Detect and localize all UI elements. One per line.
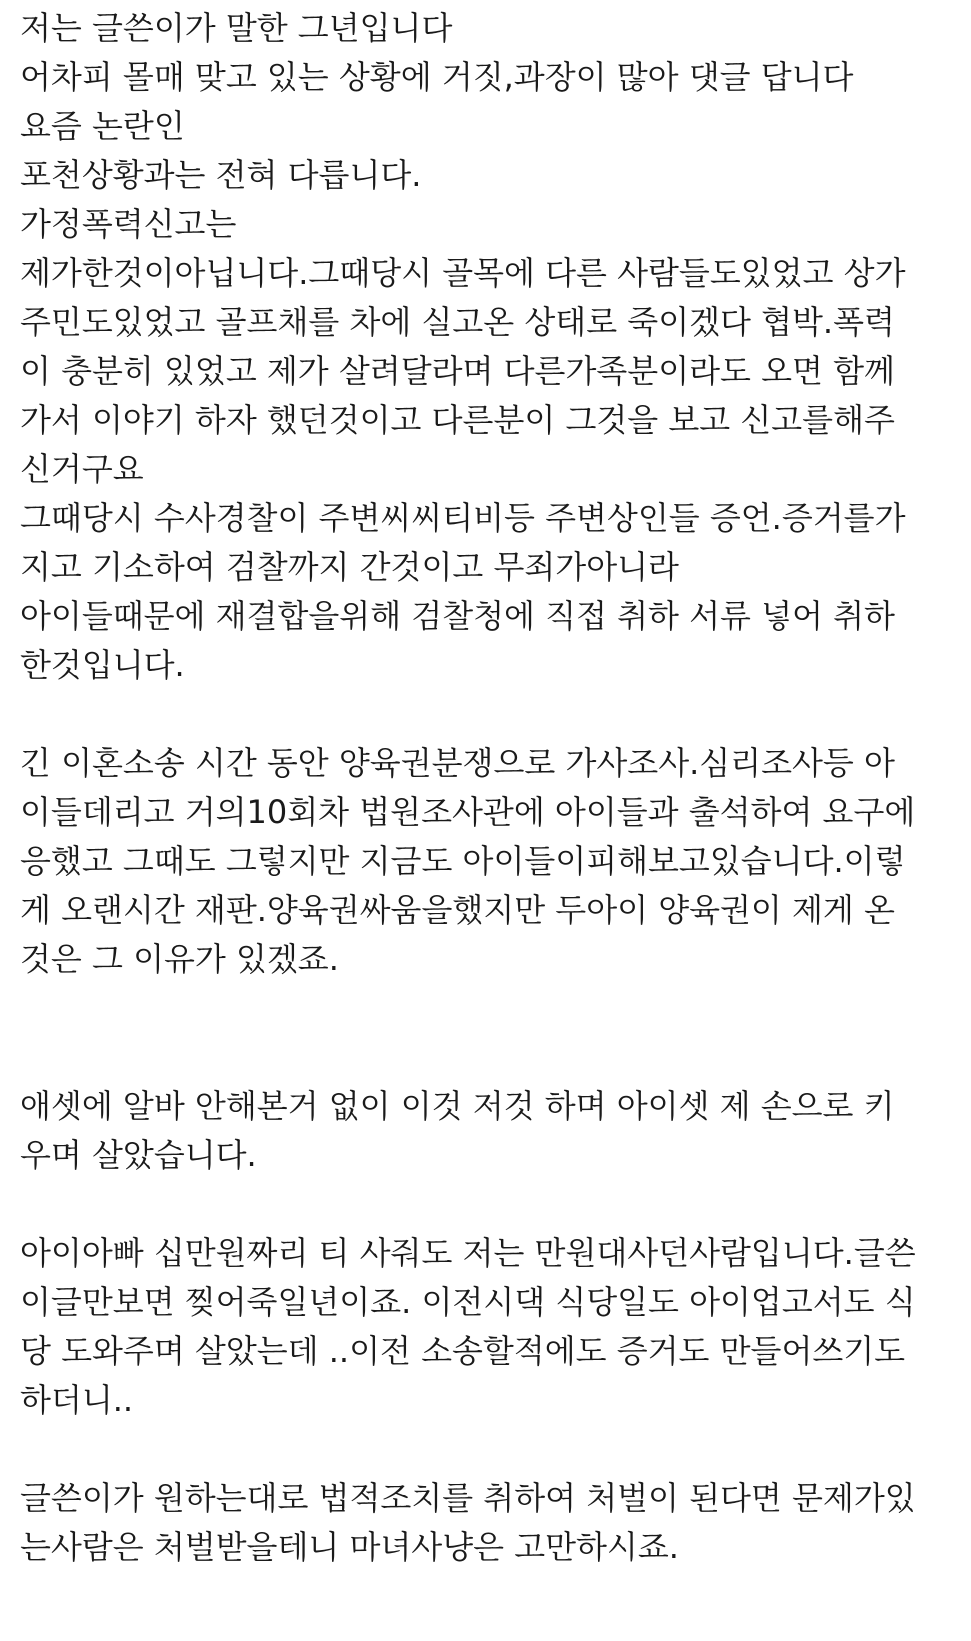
text-line: 긴 이혼소송 시간 동안 양육권분쟁으로 가사조사.심리조사등 아 (20, 744, 895, 782)
paragraph-spacer (20, 1033, 951, 1082)
text-line: 응했고 그때도 그렇지만 지금도 아이들이피해보고있습니다.이렇 (20, 842, 906, 880)
text-line: 신거구요 (20, 450, 144, 488)
paragraph-spacer (20, 690, 951, 739)
text-line: 우며 살았습니다. (20, 1136, 257, 1174)
text-line: 제가한것이아닙니다.그때당시 골목에 다른 사람들도있었고 상가 (20, 254, 906, 292)
text-line: 어차피 몰매 맞고 있는 상황에 거짓,과장이 많아 댓글 답니다 (20, 58, 854, 96)
text-line: 그때당시 수사경찰이 주변씨씨티비등 주변상인들 증언.증거를가 (20, 499, 906, 537)
text-line: 가서 이야기 하자 했던것이고 다른분이 그것을 보고 신고를해주 (20, 401, 895, 439)
paragraph-spacer (20, 1180, 951, 1229)
text-line: 아이아빠 십만원짜리 티 사줘도 저는 만원대사던사람입니다.글쓴 (20, 1234, 916, 1272)
text-line: 당 도와주며 살았는데 ..이전 소송할적에도 증거도 만들어쓰기도 (20, 1332, 906, 1370)
text-line: 하더니.. (20, 1381, 134, 1419)
text-line: 이 충분히 있었고 제가 살려달라며 다른가족분이라도 오면 함께 (20, 352, 895, 390)
text-line: 이들데리고 거의10회차 법원조사관에 아이들과 출석하여 요구에 (20, 793, 916, 831)
text-line: 요즘 논란인 (20, 107, 185, 145)
text-line: 주민도있었고 골프채를 차에 실고온 상태로 죽이겠다 협박.폭력 (20, 303, 895, 341)
text-line: 포천상황과는 전혀 다릅니다. (20, 156, 422, 194)
paragraph-spacer (20, 984, 951, 1033)
text-line: 글쓴이가 원하는대로 법적조치를 취하여 처벌이 된다면 문제가있 (20, 1479, 916, 1517)
text-line: 것은 그 이유가 있겠죠. (20, 940, 339, 978)
text-line: 는사람은 처벌받을테니 마녀사냥은 고만하시죠. (20, 1528, 679, 1566)
text-line: 이글만보면 찢어죽일년이죠. 이전시댁 식당일도 아이업고서도 식 (20, 1283, 916, 1321)
text-line: 한것입니다. (20, 646, 185, 684)
text-line: 가정폭력신고는 (20, 205, 237, 243)
text-line: 지고 기소하여 검찰까지 간것이고 무죄가아니라 (20, 548, 679, 586)
text-line: 저는 글쓴이가 말한 그년입니다 (20, 9, 453, 47)
text-line: 애셋에 알바 안해본거 없이 이것 저것 하며 아이셋 제 손으로 키 (20, 1087, 895, 1125)
paragraph-spacer (20, 1425, 951, 1474)
text-line: 게 오랜시간 재판.양육권싸움을했지만 두아이 양육권이 제게 온 (20, 891, 895, 929)
text-line: 아이들때문에 재결합을위해 검찰청에 직접 취하 서류 넣어 취하 (20, 597, 895, 635)
